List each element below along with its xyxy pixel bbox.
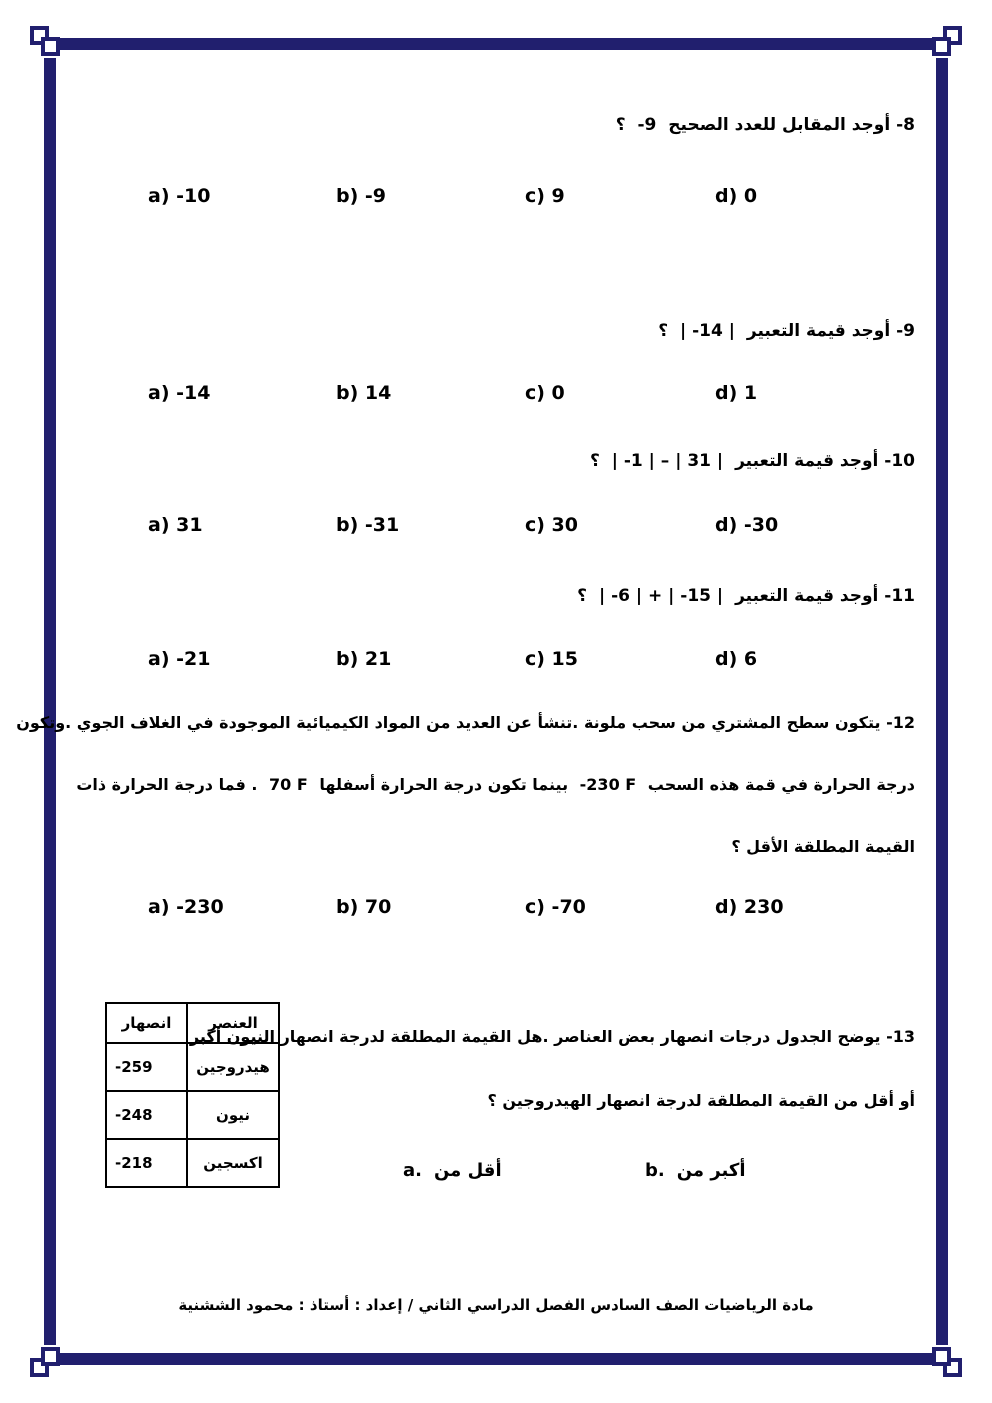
answer-12-b: b) 70 (336, 896, 392, 918)
question-10-answers (0, 514, 992, 544)
question-13-line2: أو أقل من القيمة المطلقة لدرجة انصهار الهيدروجين ؟ (487, 1091, 915, 1110)
footer-credit: مادة الرياضيات الصف السادس الفصل الدراسي الثاني / إعداد : أستاذ : محمود الششنية (178, 1296, 814, 1314)
answer-12-d: d) 230 (715, 896, 784, 918)
answer-8-b: b) -9 (336, 185, 387, 207)
table-header-melting: انصهار (106, 1003, 187, 1043)
question-8-expression: -9 (637, 115, 657, 135)
question-9-mark: ؟ (658, 321, 669, 341)
question-12-line1: 12- يتكون سطح المشتري من سحب ملونة .تنشأ عن العديد من المواد الكيميائية الموجودة في الغلاف الجوي .وتكون (16, 713, 915, 732)
question-11-text: 11- أوجد قيمة التعبير (735, 586, 915, 606)
table-cell-melting: -248 (106, 1091, 187, 1139)
question-11-mark: ؟ (577, 586, 588, 606)
question-9-expression: | -14 | (680, 321, 735, 341)
question-10 (590, 450, 915, 474)
corner-ornament-bottom-left (30, 1341, 66, 1377)
answer-12-c: c) -70 (525, 896, 586, 918)
table-cell-melting: -259 (106, 1043, 187, 1091)
page-border-bottom (58, 1353, 934, 1365)
answer-9-a: a) -14 (148, 382, 211, 404)
table-header-element: العنصر (187, 1003, 279, 1043)
table-cell-element: نيون (187, 1091, 279, 1139)
question-12-temp-top: -230 F (579, 775, 637, 794)
question-12-line3: القيمة المطلقة الأقل ؟ (731, 837, 915, 856)
question-11 (577, 585, 915, 609)
answer-11-d: d) 6 (715, 648, 758, 670)
answer-9-d: d) 1 (715, 382, 758, 404)
question-12-temp-bottom: 70 F (269, 775, 308, 794)
question-8-mark: ؟ (615, 115, 626, 135)
question-8-answers (0, 185, 992, 215)
answer-10-b: b) -31 (336, 514, 400, 536)
corner-ornament-bottom-right (926, 1341, 962, 1377)
page-border-right (936, 58, 948, 1345)
table-cell-element: اكسجين (187, 1139, 279, 1187)
question-10-mark: ؟ (589, 451, 600, 471)
answer-9-b: b) 14 (336, 382, 392, 404)
question-13-line1: 13- يوضح الجدول درجات انصهار بعض العناصر .هل القيمة المطلقة لدرجة انصهار النيون أكبر (189, 1027, 915, 1046)
option-b-marker: b. (645, 1160, 665, 1181)
question-12-line2 (76, 774, 915, 796)
answer-12-a: a) -230 (148, 896, 224, 918)
option-b-label: أكبر من (676, 1160, 746, 1181)
question-11-answers (0, 648, 992, 678)
question-12-line2-post: . فما درجة الحرارة ذات (76, 775, 258, 794)
option-a-marker: a. (403, 1160, 422, 1181)
question-13-option-a (403, 1160, 502, 1181)
question-8-text: 8- أوجد المقابل للعدد الصحيح (668, 115, 915, 135)
table-cell-melting: -218 (106, 1139, 187, 1187)
answer-9-c: c) 0 (525, 382, 565, 404)
question-12-answers (0, 896, 992, 926)
page-border-left (44, 58, 56, 1345)
answer-10-d: d) -30 (715, 514, 779, 536)
corner-ornament-top-left (30, 26, 66, 62)
answer-8-d: d) 0 (715, 185, 758, 207)
table-row (106, 1139, 279, 1187)
answer-10-a: a) 31 (148, 514, 203, 536)
answer-8-c: c) 9 (525, 185, 565, 207)
question-9 (658, 320, 915, 344)
answer-11-a: a) -21 (148, 648, 211, 670)
table-row (106, 1091, 279, 1139)
question-10-text: 10- أوجد قيمة التعبير (735, 451, 915, 471)
question-12-line2-pre: درجة الحرارة في قمة هذه السحب (647, 775, 915, 794)
answer-11-c: c) 15 (525, 648, 579, 670)
answer-8-a: a) -10 (148, 185, 211, 207)
question-10-expression: | -1 | – | 31 | (611, 451, 724, 471)
option-a-label: أقل من (433, 1160, 502, 1181)
page-border-top (58, 38, 934, 50)
question-9-text: 9- أوجد قيمة التعبير (746, 321, 915, 341)
answer-11-b: b) 21 (336, 648, 392, 670)
question-11-expression: | -6 | + | -15 | (598, 586, 724, 606)
question-9-answers (0, 382, 992, 412)
corner-ornament-top-right (926, 26, 962, 62)
question-13-option-b (645, 1160, 746, 1181)
question-12-line2-mid: بينما تكون درجة الحرارة أسفلها (319, 775, 569, 794)
table-cell-element: هيدروجين (187, 1043, 279, 1091)
table-row (106, 1043, 279, 1091)
question-8 (616, 114, 915, 138)
answer-10-c: c) 30 (525, 514, 579, 536)
